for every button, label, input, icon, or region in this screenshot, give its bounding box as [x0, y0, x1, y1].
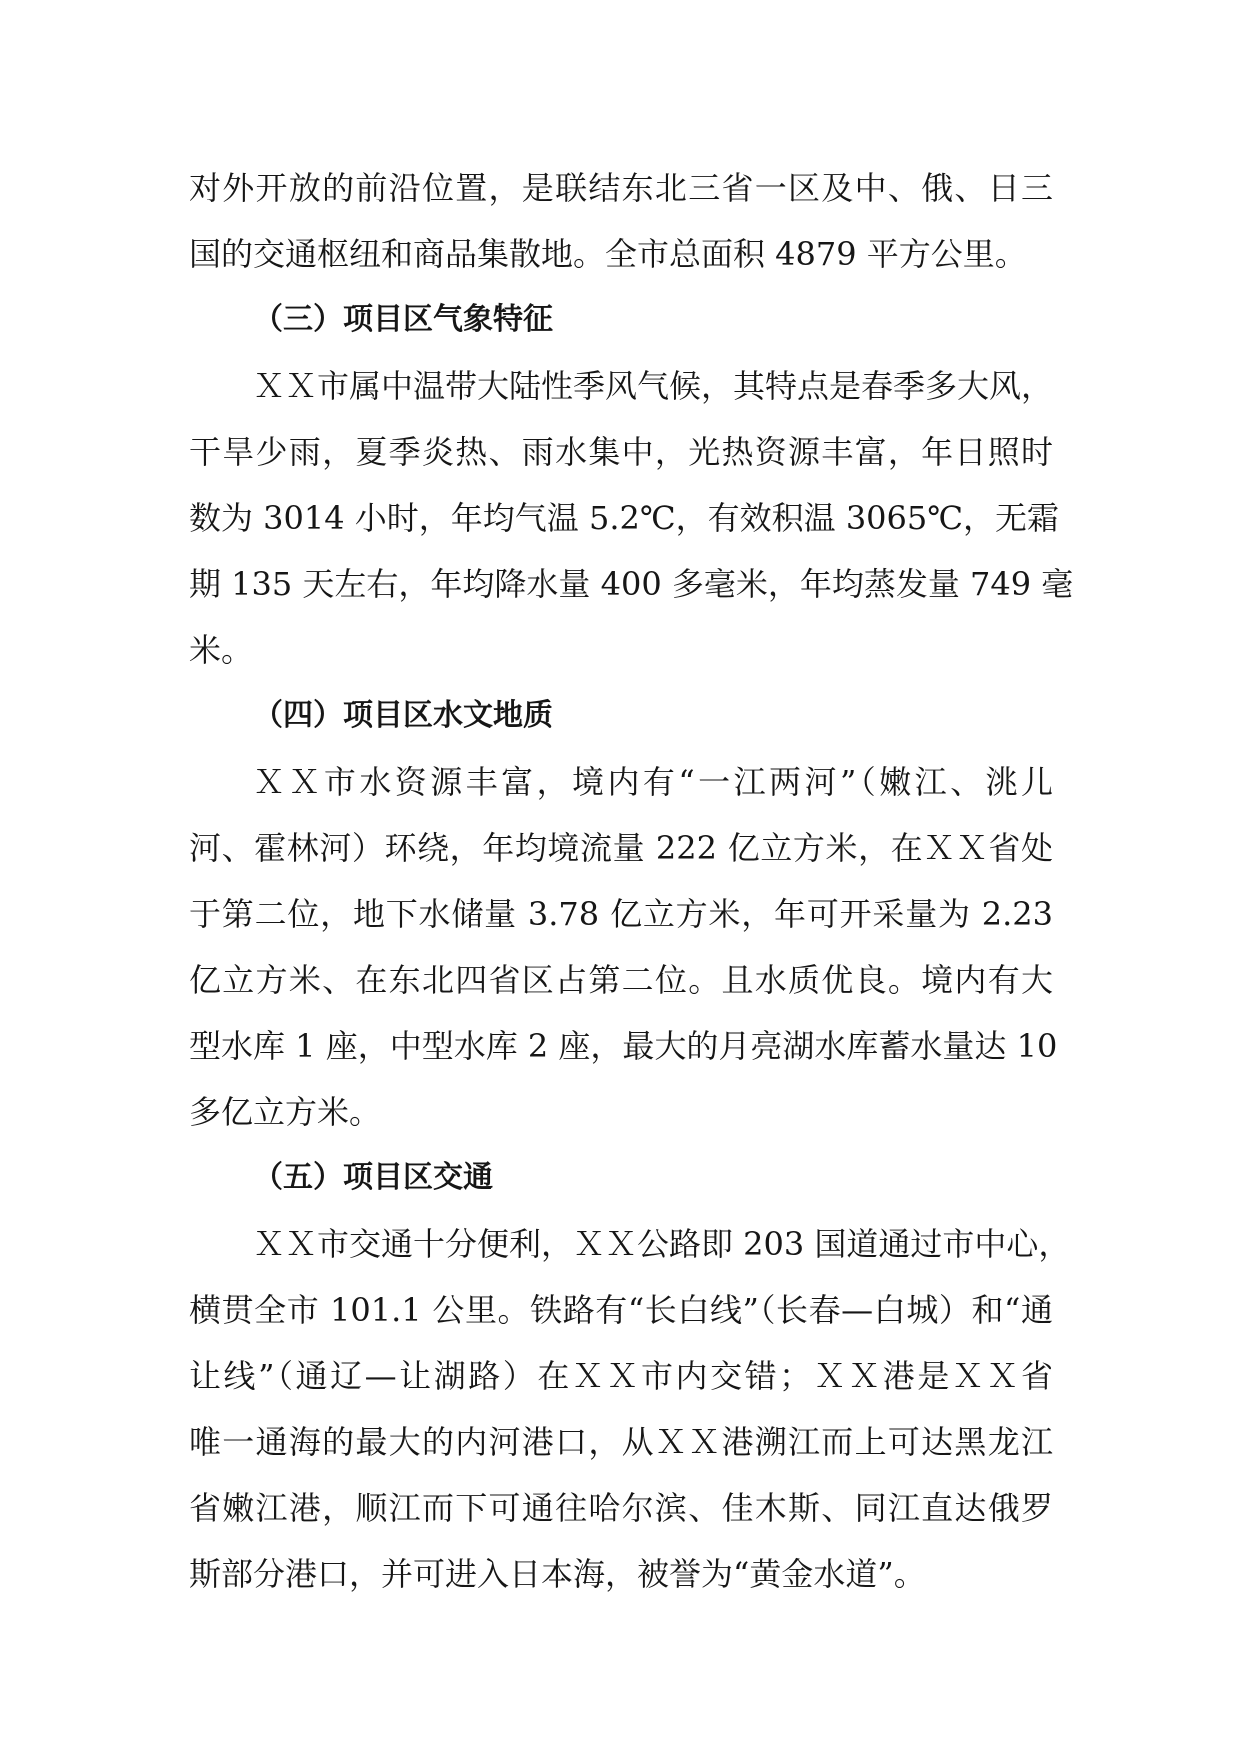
section-heading-hydrogeology: （四）项目区水文地质 [253, 698, 553, 733]
paragraph-line: 数为 3014 小时，年均气温 5.2℃，有效积温 3065℃，无霜 [189, 499, 1060, 537]
paragraph-line: 让线”（通辽—让湖路）在ＸＸ市内交错；ＸＸ港是ＸＸ省 [189, 1357, 1053, 1395]
paragraph-line: ＸＸ市交通十分便利，ＸＸ公路即 203 国道通过市中心， [253, 1225, 1071, 1263]
paragraph-line: ＸＸ市属中温带大陆性季风气候，其特点是春季多大风， [253, 367, 1054, 405]
paragraph-line: 横贯全市 101.1 公里。铁路有“长白线”（长春—白城）和“通 [189, 1291, 1053, 1329]
paragraph-line: 对外开放的前沿位置，是联结东北三省一区及中、俄、日三 [189, 169, 1053, 207]
document-body [189, 155, 1074, 1607]
paragraph-line: 唯一通海的最大的内河港口，从ＸＸ港溯江而上可达黑龙江 [189, 1423, 1053, 1461]
paragraph-line: 米。 [189, 631, 254, 669]
paragraph-line: 国的交通枢纽和商品集散地。全市总面积 4879 平方公里。 [189, 235, 1027, 273]
paragraph-line: 亿立方米、在东北四省区占第二位。且水质优良。境内有大 [189, 961, 1053, 999]
paragraph-line: 斯部分港口，并可进入日本海，被誉为“黄金水道”。 [189, 1555, 926, 1593]
paragraph-line: 河、霍林河）环绕，年均境流量 222 亿立方米，在ＸＸ省处 [189, 829, 1053, 867]
section-heading-transport: （五）项目区交通 [253, 1160, 493, 1195]
intro-paragraph [189, 155, 1053, 287]
paragraph-line: 于第二位，地下水储量 3.78 亿立方米，年可开采量为 2.23 [189, 895, 1053, 933]
paragraph-line: 型水库 1 座，中型水库 2 座，最大的月亮湖水库蓄水量达 10 [189, 1027, 1058, 1065]
transport-paragraph [189, 1211, 1071, 1607]
paragraph-line: 干旱少雨，夏季炎热、雨水集中，光热资源丰富，年日照时 [189, 433, 1053, 471]
paragraph-line: ＸＸ市水资源丰富，境内有“一江两河”（嫩江、洮儿 [253, 763, 1053, 801]
hydrogeology-paragraph [189, 749, 1058, 1145]
section-heading-climate: （三）项目区气象特征 [253, 302, 553, 337]
paragraph-line: 多亿立方米。 [189, 1093, 382, 1131]
paragraph-line: 期 135 天左右，年均降水量 400 多毫米，年均蒸发量 749 毫 [189, 565, 1074, 603]
paragraph-line: 省嫩江港，顺江而下可通往哈尔滨、佳木斯、同江直达俄罗 [189, 1489, 1053, 1527]
climate-paragraph [189, 353, 1074, 683]
